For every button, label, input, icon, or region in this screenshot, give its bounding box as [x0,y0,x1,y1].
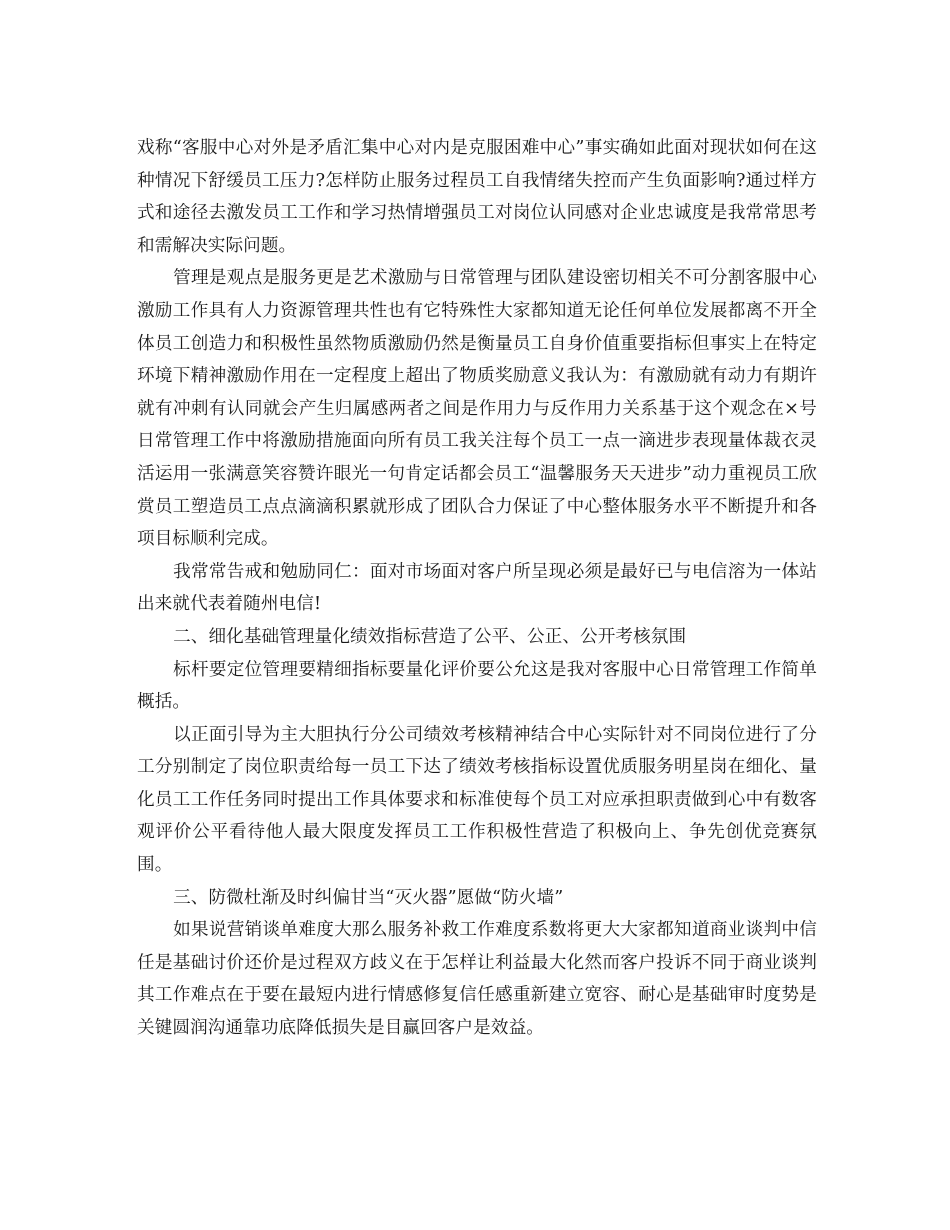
document-body [137,132,817,1045]
paragraph-benchmark: 标杆要定位管理要精细指标要量化评价要公允这是我对客服中心日常管理工作简单概括。 [137,659,817,713]
section-heading-2: 二、细化基础管理量化绩效指标营造了公平、公正、公开考核氛围 [173,626,687,647]
paragraph-encouragement: 我常常告戒和勉励同仁：面对市场面对客户所呈现必须是最好已与电信溶为一体站出来就代表着随州电信! [137,561,817,615]
paragraph-performance: 以正面引导为主大胆执行分公司绩效考核精神结合中心实际针对不同岗位进行了分工分别制定了岗位职责给每一员工下达了绩效考核指标设置优质服务明星岗在细化、量化员工工作任务同时提出工作具体要求和标准使每个员工对应承担职责做到心中有数客观评价公平看待他人最大限度发挥员工工作积极性营造了积极向上、争先创优竞赛氛围。 [137,724,817,876]
paragraph-management-view: 管理是观点是服务更是艺术激励与日常管理与团队建设密切相关不可分割客服中心激励工作具有人力资源管理共性也有它特殊性大家都知道无论任何单位发展都离不开全体员工创造力和积极性虽然物质激励仍然是衡量员工自身价值重要指标但事实上在特定环境下精神激励作用在一定程度上超出了物质奖励意义我认为：有激励就有动力有期许就有冲刺有认同就会产生归属感两者之间是作用力与反作用力关系基于这个观念在×号日常管理工作中将激励措施面向所有员工我关注每个员工一点一滴进步表现量体裁衣灵活运用一张满意笑容赞许眼光一句肯定话都会员工“温馨服务天天进步”动力重视员工欣赏员工塑造员工点点滴滴积累就形成了团队合力保证了中心整体服务水平不断提升和各项目标顺利完成。 [137,268,817,550]
paragraph-continuation: 戏称“客服中心对外是矛盾汇集中心对内是克服困难中心”事实确如此面对现状如何在这种情况下舒缓员工压力?怎样防止服务过程员工自我情绪失控而产生负面影响?通过样方式和途径去激发员工工作和学习热情增强员工对岗位认同感对企业忠诚度是我常常思考和需解决实际问题。 [137,138,817,256]
section-heading-3: 三、防微杜渐及时纠偏甘当“灭火器”愿做“防火墙” [173,887,564,908]
paragraph-service-recovery: 如果说营销谈单难度大那么服务补救工作难度系数将更大大家都知道商业谈判中信任是基础讨价还价是过程双方歧义在于怎样让利益最大化然而客户投诉不同于商业谈判其工作难点在于要在最短内进行情感修复信任感重新建立宽容、耐心是基础审时度势是关键圆润沟通靠功底降低损失是目赢回客户是效益。 [137,920,817,1039]
